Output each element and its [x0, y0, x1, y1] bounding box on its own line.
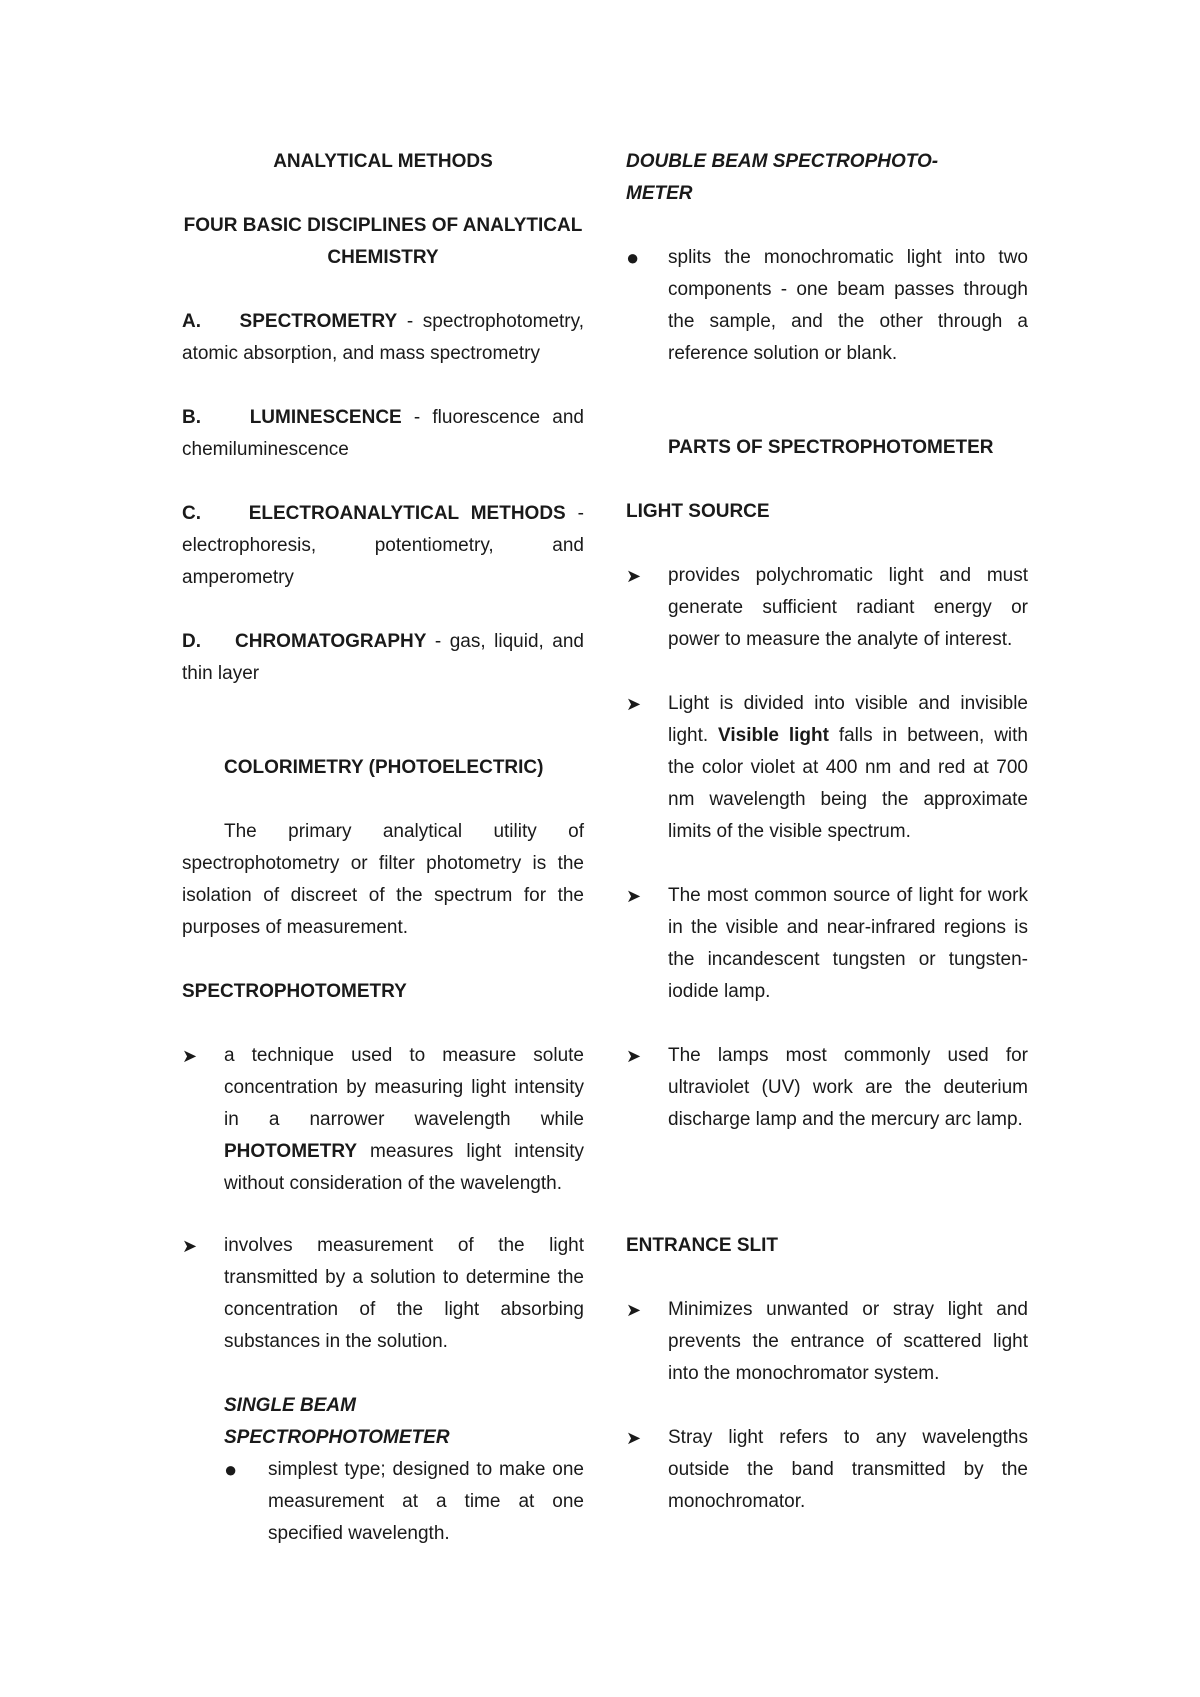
single-beam-bullet-1 — [182, 1454, 584, 1550]
discipline-c-desc: - electrophoresis, potentiometry, and amperometry — [182, 503, 584, 588]
double-beam-bullet-1-text: splits the monochromatic light into two components - one beam passes through the sample, and the other through a reference solution or blank. — [668, 247, 1028, 364]
spectro-bullet-1-pre: a technique used to measure solute concentration by measuring light intensity in a narrower wavelength while — [224, 1045, 584, 1130]
light-bullet-3 — [626, 880, 1028, 1008]
dot-bullet-icon: ● — [224, 1457, 238, 1482]
light-bullet-2 — [626, 688, 1028, 848]
discipline-a — [182, 306, 584, 370]
arrow-bullet-icon: ➤ — [626, 1428, 642, 1448]
light-bullet-4-text: The lamps most commonly used for ultraviolet (UV) work are the deuterium discharge lamp and the mercury arc lamp. — [668, 1045, 1028, 1130]
discipline-c-letter: C. — [182, 503, 201, 524]
discipline-a-name: SPECTROMETRY — [239, 311, 398, 332]
double-beam-bullet-1 — [626, 242, 1028, 370]
slit-bullet-1-text: Minimizes unwanted or stray light and prevents the entrance of scattered light into the monochromator system. — [668, 1299, 1028, 1384]
light-bullet-2-post: falls in between, with the color violet at 400 nm and red at 700 nm wavelength being the approximate limits of the visible spectrum. — [668, 725, 1028, 842]
arrow-bullet-icon: ➤ — [626, 886, 642, 906]
light-bullet-2-pre: Light is divided into visible and invisible light. — [668, 693, 1028, 746]
spectro-bullet-1-post: measures light intensity without consideration of the wavelength. — [224, 1141, 584, 1194]
light-source-heading: LIGHT SOURCE — [626, 501, 770, 522]
arrow-bullet-icon: ➤ — [626, 694, 642, 714]
discipline-d-letter: D. — [182, 631, 201, 652]
arrow-bullet-icon: ➤ — [626, 566, 642, 586]
light-bullet-4 — [626, 1040, 1028, 1136]
discipline-d-name: CHROMATOGRAPHY — [235, 631, 427, 652]
single-beam-bullet-1-text: simplest type; designed to make one measurement at a time at one specified wavelength. — [268, 1459, 584, 1544]
discipline-b — [182, 402, 584, 466]
discipline-b-letter: B. — [182, 407, 201, 428]
discipline-d-desc: - gas, liquid, and thin layer — [182, 631, 584, 684]
colorimetry-text: The primary analytical utility of spectrophotometry or filter photometry is the isolation of discreet of the spectrum for the purposes of measurement. — [182, 821, 584, 938]
section-subtitle: FOUR BASIC DISCIPLINES OF ANALYTICAL CHEMISTRY — [183, 215, 583, 268]
light-bullet-1 — [626, 560, 1028, 656]
slit-bullet-2-text: Stray light refers to any wavelengths outside the band transmitted by the monochromator. — [668, 1427, 1028, 1512]
arrow-bullet-icon: ➤ — [182, 1046, 198, 1066]
dot-bullet-icon: ● — [626, 245, 640, 270]
single-beam-heading: SINGLE BEAM SPECTROPHOTOMETER — [224, 1395, 450, 1448]
discipline-c-name: ELECTROANALYTICAL METHODS — [248, 503, 566, 524]
slit-bullet-1 — [626, 1294, 1028, 1390]
light-bullet-2-text — [668, 688, 1028, 848]
photometry-term: PHOTOMETRY — [224, 1141, 358, 1162]
discipline-b-desc: - fluorescence and chemiluminescence — [182, 407, 584, 460]
light-bullet-3-text: The most common source of light for work in the visible and near-infrared regions is the incandescent tungsten or tungsten-iodide lamp. — [668, 885, 1028, 1002]
visible-light-term: Visible light — [718, 725, 829, 746]
spectro-bullet-2 — [182, 1230, 584, 1358]
light-bullet-1-text: provides polychromatic light and must generate sufficient radiant energy or power to measure the analyte of interest. — [668, 565, 1028, 650]
discipline-a-desc: - spectrophotometry, atomic absorption, and mass spectrometry — [182, 311, 585, 364]
parts-heading: PARTS OF SPECTROPHOTOMETER — [668, 437, 994, 458]
spectro-bullet-1-text — [224, 1040, 584, 1200]
double-beam-heading: DOUBLE BEAM SPECTROPHOTO-METER — [626, 151, 939, 204]
discipline-d — [182, 626, 584, 690]
arrow-bullet-icon: ➤ — [626, 1046, 642, 1066]
arrow-bullet-icon: ➤ — [626, 1300, 642, 1320]
arrow-bullet-icon: ➤ — [182, 1236, 198, 1256]
discipline-a-letter: A. — [182, 311, 201, 332]
entrance-slit-heading: ENTRANCE SLIT — [626, 1235, 778, 1256]
slit-bullet-2 — [626, 1422, 1028, 1518]
spectrophotometry-heading: SPECTROPHOTOMETRY — [182, 981, 407, 1002]
discipline-b-name: LUMINESCENCE — [249, 407, 402, 428]
discipline-c — [182, 498, 584, 594]
spectro-bullet-2-text: involves measurement of the light transmitted by a solution to determine the concentration of the light absorbing substances in the solution. — [224, 1235, 584, 1352]
spectro-bullet-1 — [182, 1040, 584, 1200]
page-title: ANALYTICAL METHODS — [273, 151, 493, 172]
colorimetry-heading: COLORIMETRY (PHOTOELECTRIC) — [224, 757, 544, 778]
